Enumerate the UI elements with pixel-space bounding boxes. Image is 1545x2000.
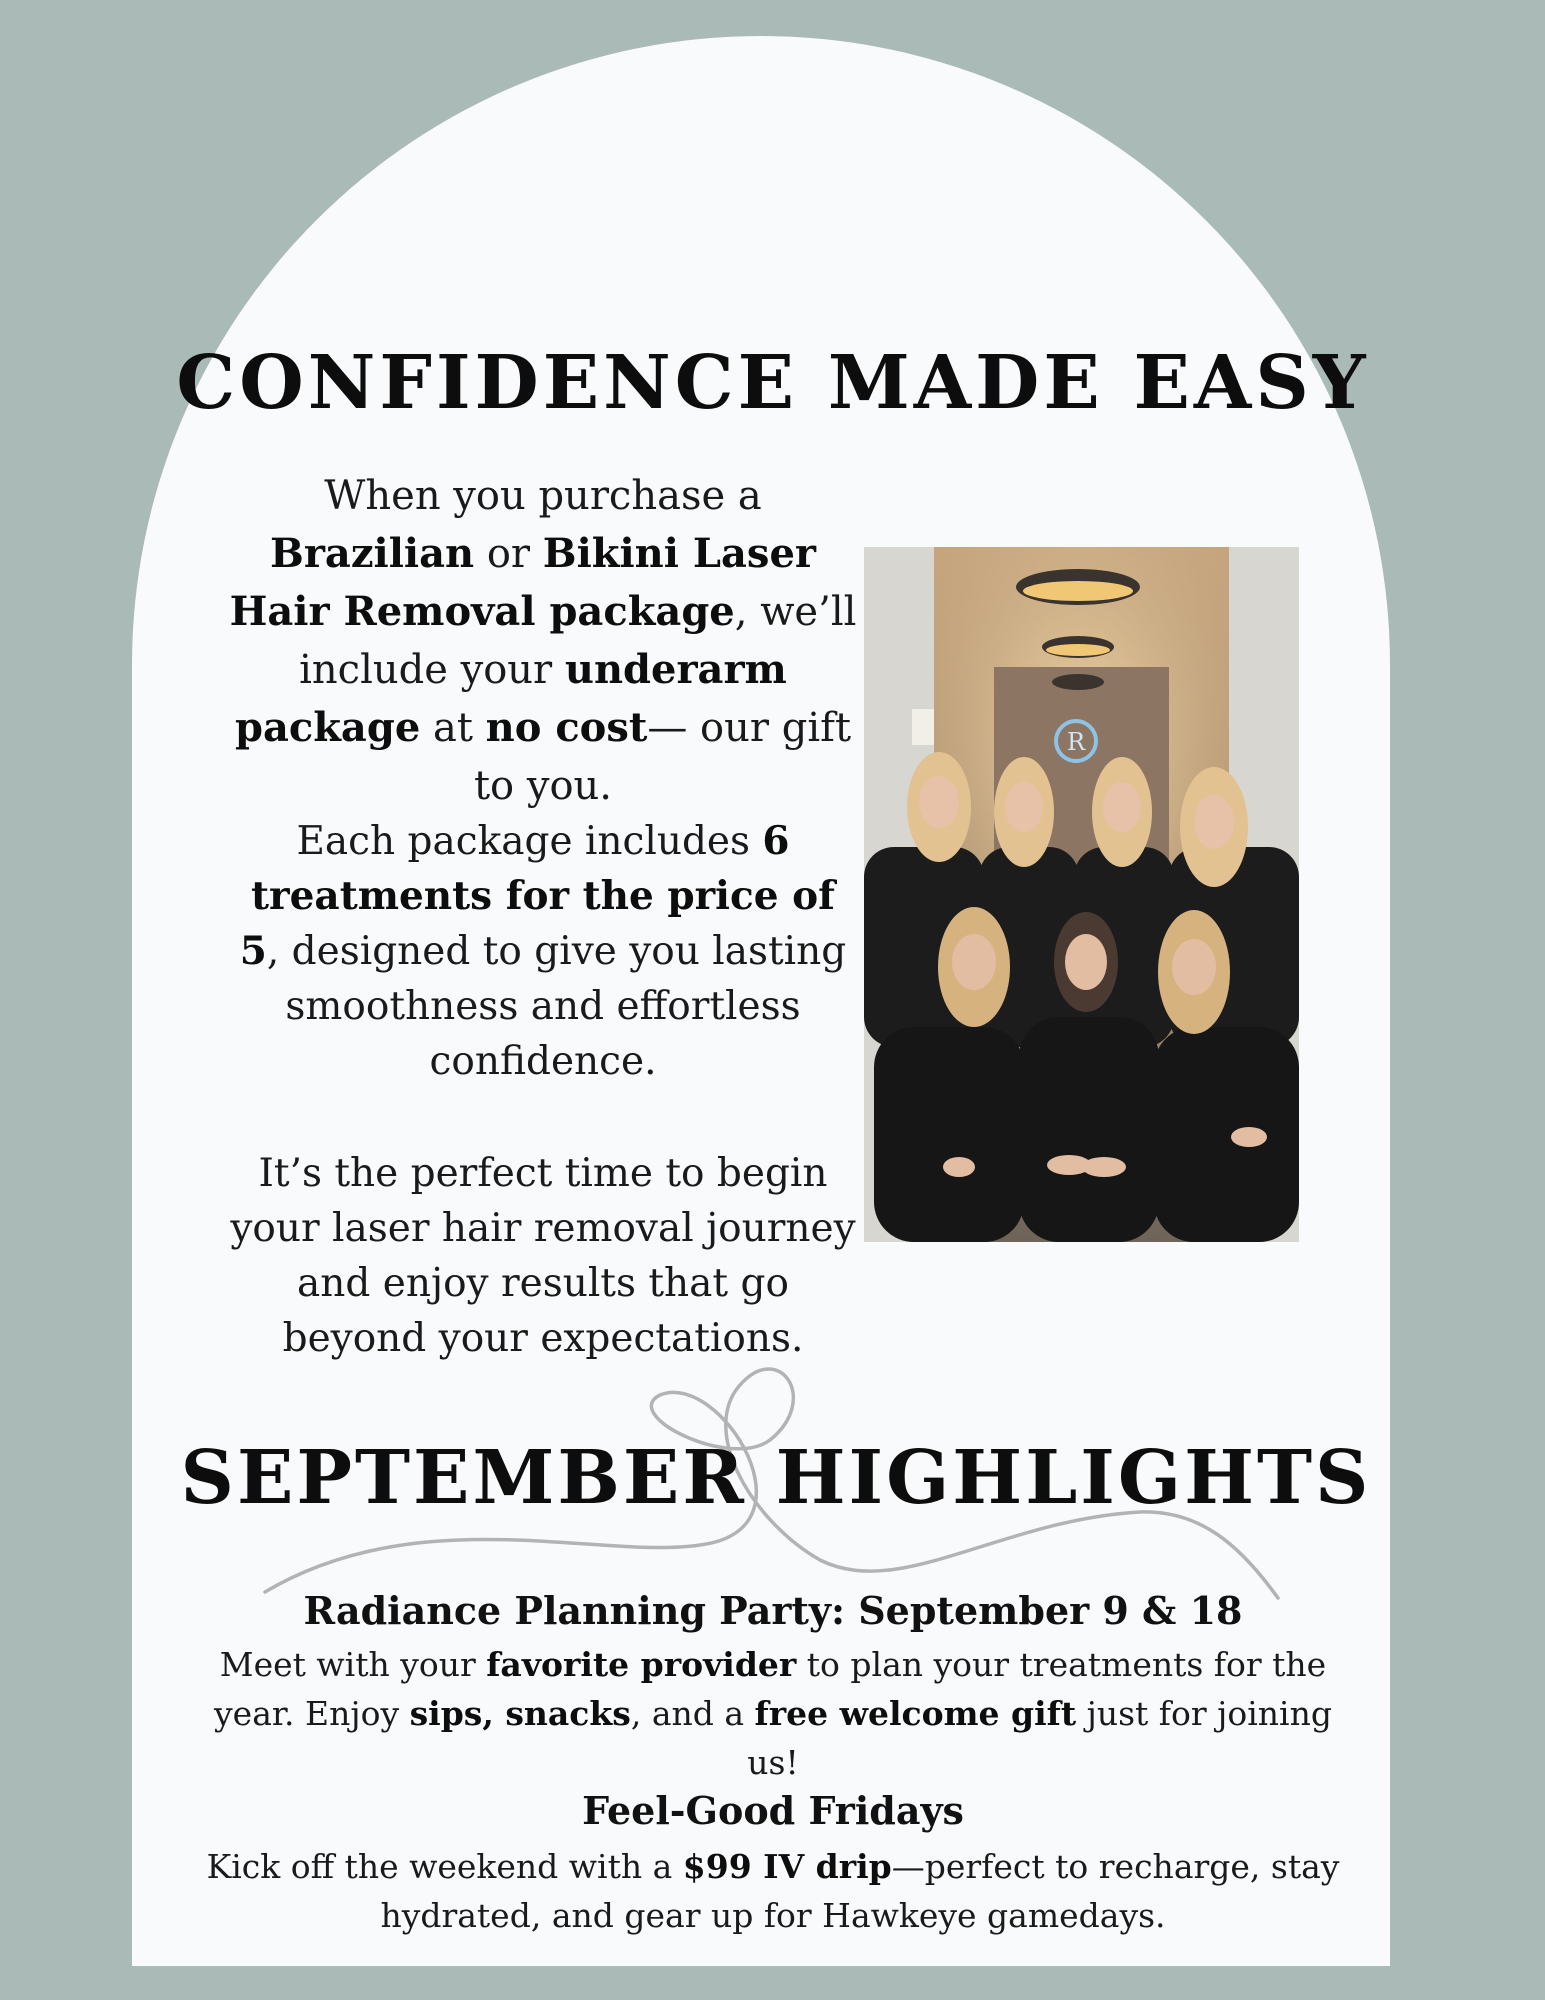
emphasis: Brazilian (270, 530, 475, 577)
promo-paragraph-3: It’s the perfect time to begin your laser hair removal journey and enjoy results that go beyond your expectations. (230, 1151, 856, 1361)
promo-paragraph-1 (228, 467, 858, 815)
text: , and a (630, 1694, 755, 1733)
text: , designed to give you lasting smoothness and effortless confidence. (266, 929, 847, 1084)
emphasis: underarm package (234, 646, 787, 751)
text: Kick off the weekend with a (206, 1847, 683, 1886)
promo-paragraph-2 (228, 814, 858, 1089)
text: or (474, 531, 543, 577)
wall-logo: R (1066, 728, 1086, 756)
emphasis: no cost (485, 704, 648, 751)
text: Each package includes (296, 819, 763, 864)
text: —perfect to recharge, stay hydrated, and gear up for Hawkeye gamedays. (380, 1847, 1340, 1935)
text: just for joining us! (747, 1694, 1332, 1782)
text: to plan your treatments for the year. Enjoy (214, 1645, 1327, 1733)
emphasis: sips, snacks (409, 1694, 631, 1733)
promo-title: CONFIDENCE MADE EASY (176, 340, 1370, 426)
event-2-description (200, 1842, 1346, 1940)
event-1-title: Radiance Planning Party: September 9 & 18 (303, 1588, 1243, 1633)
text: , we’ll include your (299, 589, 857, 693)
emphasis: 6 treatments for the price of 5 (239, 818, 835, 974)
text: — our gift to you. (473, 705, 852, 809)
text: When you purchase a (324, 473, 762, 519)
emphasis: free welcome gift (754, 1694, 1077, 1733)
emphasis: Bikini Laser Hair Removal package (229, 530, 816, 635)
team-photo (864, 547, 1299, 1242)
event-1-description (200, 1640, 1346, 1787)
event-2-title: Feel-Good Fridays (582, 1788, 964, 1833)
highlights-title: SEPTEMBER HIGHLIGHTS (180, 1435, 1372, 1521)
text: at (420, 705, 486, 751)
emphasis: favorite provider (486, 1645, 797, 1684)
emphasis: $99 IV drip (682, 1847, 892, 1886)
text: Meet with your (219, 1645, 487, 1684)
